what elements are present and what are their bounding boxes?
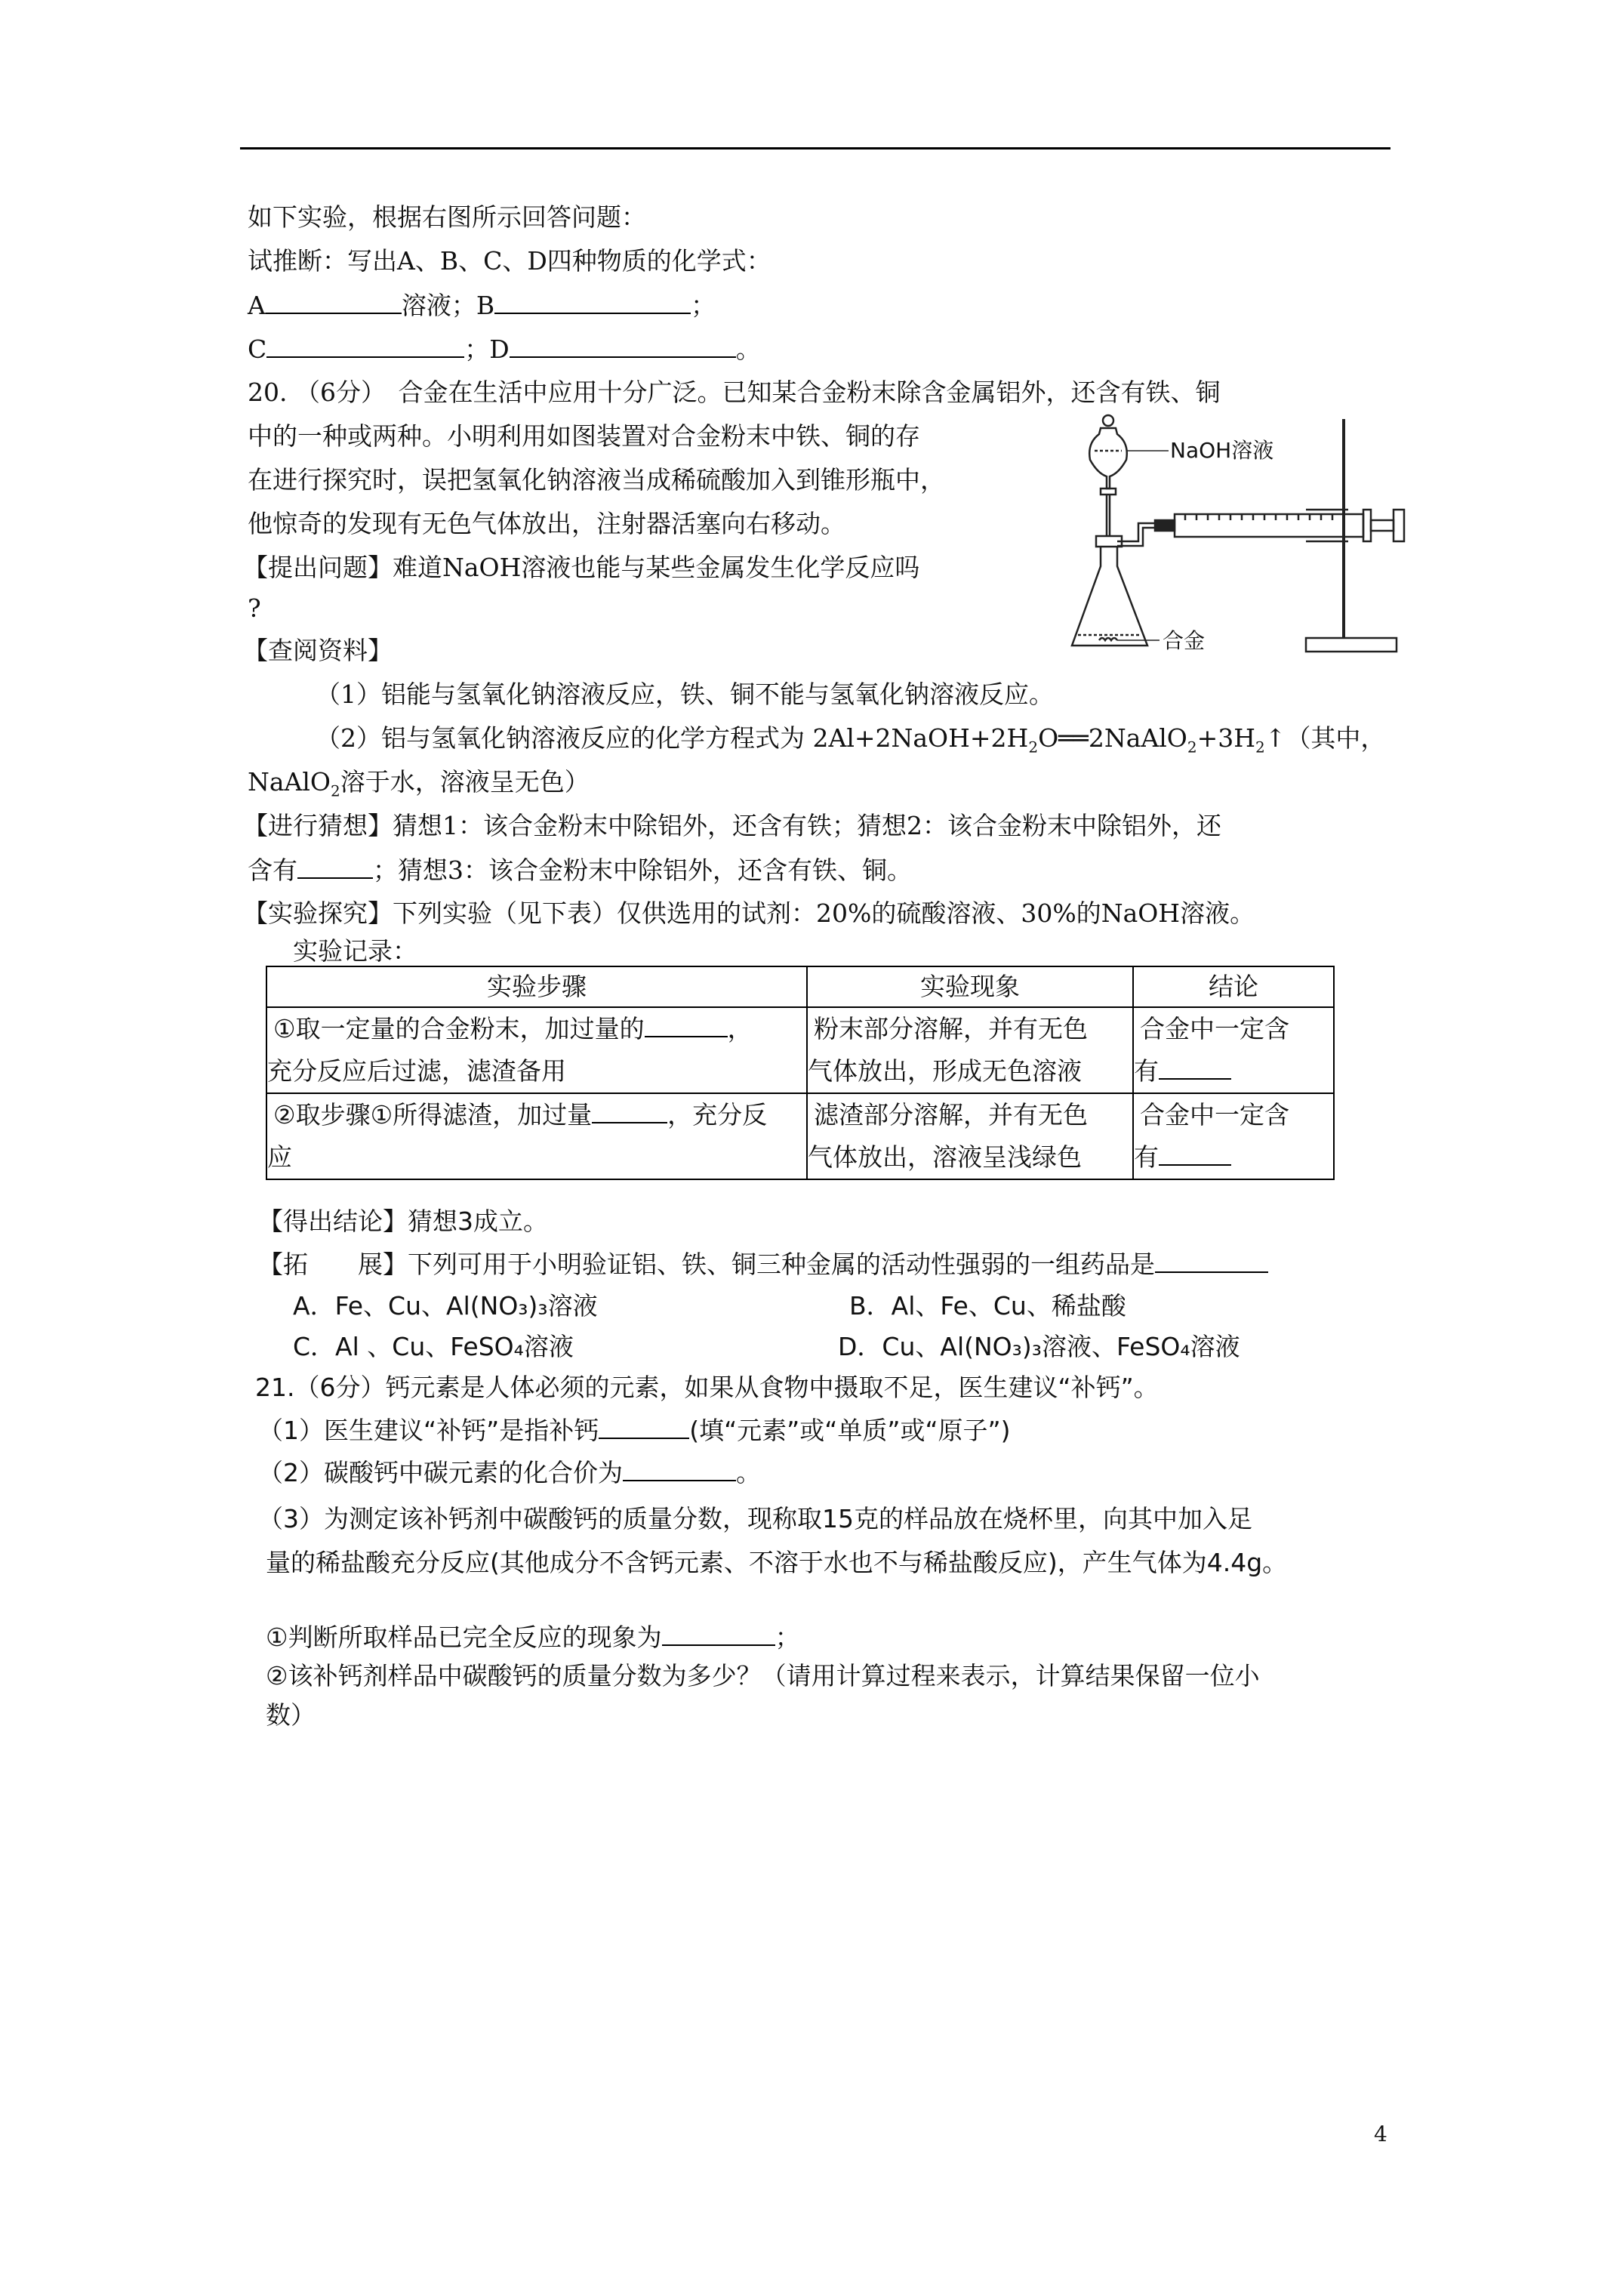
blank-row1-conclusion[interactable] <box>1159 1056 1231 1080</box>
row2-obs-line2: 气体放出，溶液呈浅绿色 <box>808 1142 1082 1172</box>
q21-line-2-post: (填“元素”或“单质”或“原子”) <box>689 1416 1011 1445</box>
q20-line-4: 他惊奇的发现有无色气体放出，注射器活塞向右移动。 <box>248 509 845 538</box>
q20-line-13: 【实验探究】下列实验（见下表）仅供选用的试剂：20%的硫酸溶液、30%的NaOH溶液。 <box>243 898 1255 928</box>
rubber-connector <box>1155 520 1175 531</box>
blank-q21-1[interactable] <box>599 1415 689 1439</box>
row2-step-line2: 应 <box>267 1142 292 1172</box>
plunger-head <box>1394 510 1404 541</box>
row1-step-text: ①取一定量的合金粉末，加过量的 <box>273 1014 645 1043</box>
blank-d[interactable] <box>510 334 736 358</box>
q21-line-2 <box>258 1415 1011 1446</box>
syringe-barrel <box>1175 514 1363 537</box>
row2-con-text: 有 <box>1134 1142 1159 1172</box>
intro-line-1: 如下实验，根据右图所示回答问题： <box>248 202 646 232</box>
label-b-suffix: ； <box>691 291 716 320</box>
q21-line-4: （3）为测定该补钙剂中碳酸钙的质量分数，现称取15克的样品放在烧杯里，向其中加入足 <box>258 1504 1252 1533</box>
q20-line-11: 【进行猜想】猜想1：该合金粉末中除铝外，还含有铁；猜想2：该合金粉末中除铝外，还 <box>243 811 1221 840</box>
intro-answer-ab <box>248 290 716 321</box>
record-title: 实验记录： <box>293 936 417 966</box>
delivery-tube-inner <box>1117 528 1155 546</box>
page-number: 4 <box>1374 2122 1387 2147</box>
q21-line-5: 量的稀盐酸充分反应(其他成分不含钙元素、不溶于水也不与稀盐酸反应)，产生气体为4.4g。 <box>266 1548 1288 1577</box>
blank-extend[interactable] <box>1155 1249 1268 1273</box>
q21-line-2-pre: （1）医生建议“补钙”是指补钙 <box>258 1416 599 1445</box>
row1-con-line2 <box>1134 1050 1333 1093</box>
row1-con-line1: 合金中一定含 <box>1140 1014 1289 1043</box>
row2-conclusion <box>1133 1093 1334 1179</box>
apparatus-figure <box>1057 404 1412 670</box>
blank-q21-2[interactable] <box>623 1457 736 1481</box>
q21-line-6-pre: ①判断所取样品已完全反应的现象为 <box>266 1623 662 1652</box>
conclusion-line: 【得出结论】猜想3成立。 <box>258 1207 548 1236</box>
q20-line-3: 在进行探究时，误把氢氧化钠溶液当成稀硫酸加入到锥形瓶中， <box>248 465 945 495</box>
header-phenomena: 实验现象 <box>807 966 1133 1007</box>
q21-line-8: 数） <box>266 1700 316 1730</box>
q20-equation-line <box>316 723 1386 757</box>
row1-step <box>266 1007 807 1093</box>
stand-base <box>1306 638 1397 652</box>
experiment-table <box>266 966 1335 1180</box>
row1-obs-line2: 气体放出，形成无色溶液 <box>808 1056 1082 1086</box>
label-c-suffix: ；D <box>464 334 510 364</box>
row2-con-line2 <box>1134 1136 1333 1179</box>
equation-sub-2: 2 <box>1187 738 1197 757</box>
row1-step-tail: ， <box>727 1014 753 1043</box>
intro-answer-cd <box>248 334 761 365</box>
blank-row2-conclusion[interactable] <box>1159 1142 1231 1166</box>
q21-line-6-post: ； <box>775 1623 800 1652</box>
extend-text: 【拓 展】下列可用于小明验证铝、铁、铜三种金属的活动性强弱的一组药品是 <box>258 1250 1155 1279</box>
label-a: A <box>248 291 266 320</box>
row2-observation <box>807 1093 1133 1179</box>
row2-obs-line1: 滤渣部分溶解，并有无色 <box>814 1100 1088 1130</box>
alloy-powder <box>1099 638 1117 640</box>
blank-row1-reagent[interactable] <box>645 1013 728 1037</box>
q20-line-7: 【查阅资料】 <box>243 636 393 665</box>
header-steps: 实验步骤 <box>266 966 807 1007</box>
q21-line-3-post: 。 <box>736 1458 761 1487</box>
option-d: D．Cu、Al(NO₃)₃溶液、FeSO₄溶液 <box>838 1332 1240 1361</box>
naoh-solution-label: NaOH溶液 <box>1170 438 1274 463</box>
q20-line-5: 【提出问题】难道NaOH溶液也能与某些金属发生化学反应吗 <box>243 553 920 582</box>
row1-conclusion <box>1133 1007 1334 1093</box>
funnel-stopper <box>1103 415 1113 426</box>
option-a: A．Fe、Cu、Al(NO₃)₃溶液 <box>293 1291 598 1321</box>
option-c: C．Al 、Cu、FeSO₄溶液 <box>293 1332 574 1361</box>
extend-line <box>258 1249 1268 1280</box>
row2-step-tail: ，充分反 <box>667 1100 768 1130</box>
header-rule <box>240 147 1390 149</box>
q20-line-8: （1）铝能与氢氧化钠溶液反应，铁、铜不能与氢氧化钠溶液反应。 <box>316 680 1054 709</box>
blank-c[interactable] <box>266 334 464 358</box>
guess2-pre: 含有 <box>248 855 297 885</box>
equation-part-4: ↑（其中， <box>1264 723 1386 753</box>
q20-line-6: ? <box>248 593 261 623</box>
equation-part-1: （2）铝与氢氧化钠溶液反应的化学方程式为 2Al+2NaOH+2H <box>316 723 1029 753</box>
row1-observation <box>807 1007 1133 1093</box>
q21-line-6 <box>266 1622 800 1653</box>
row1-obs-line1: 粉末部分溶解，并有无色 <box>814 1014 1088 1043</box>
label-c: C <box>248 334 267 364</box>
label-d-suffix: 。 <box>735 334 761 364</box>
naalo2-note: 溶于水，溶液呈无色） <box>340 767 590 797</box>
q21-line-3 <box>258 1457 761 1488</box>
table-row <box>266 1007 1334 1093</box>
guess2-post: ；猜想3：该合金粉末中除铝外，还含有铁、铜。 <box>373 855 912 885</box>
q20-line-1: 20. （6分） 合金在生活中应用十分广泛。已知某合金粉末除含金属铝外，还含有铁、铜 <box>248 378 1221 407</box>
table-row <box>266 1093 1334 1179</box>
equation-part-3: +3H <box>1196 723 1256 753</box>
blank-q21-3[interactable] <box>662 1622 775 1646</box>
row1-con-text: 有 <box>1134 1056 1159 1086</box>
intro-line-2: 试推断：写出A、B、C、D四种物质的化学式： <box>248 246 771 276</box>
q21-line-3-pre: （2）碳酸钙中碳元素的化合价为 <box>258 1458 623 1487</box>
blank-a[interactable] <box>266 290 402 314</box>
conical-flask <box>1072 547 1147 646</box>
syringe-flange <box>1363 510 1371 541</box>
row2-step-text: ②取步骤①所得滤渣，加过量 <box>273 1100 593 1130</box>
q21-line-1: 21.（6分）钙元素是人体必须的元素，如果从食物中摄取不足，医生建议“补钙”。 <box>255 1373 1159 1402</box>
equation-sub-3: 2 <box>1255 738 1265 757</box>
blank-row2-reagent[interactable] <box>592 1099 667 1123</box>
naalo2-sub: 2 <box>331 781 340 800</box>
equation-sub-1: 2 <box>1028 738 1039 757</box>
delivery-tube <box>1117 523 1155 541</box>
q20-line-10 <box>248 767 590 800</box>
header-conclusion: 结论 <box>1133 966 1334 1007</box>
naalo2-text: NaAlO <box>248 767 331 797</box>
row2-step <box>266 1093 807 1179</box>
blank-b[interactable] <box>494 290 691 314</box>
plunger-rod <box>1371 520 1394 531</box>
row2-con-line1: 合金中一定含 <box>1140 1100 1289 1130</box>
alloy-label: 合金 <box>1163 628 1206 653</box>
q21-line-7: ②该补钙剂样品中碳酸钙的质量分数为多少？（请用计算过程来表示，计算结果保留一位小 <box>266 1661 1260 1690</box>
row1-step-line2: 充分反应后过滤，滤渣备用 <box>267 1056 566 1086</box>
blank-guess2[interactable] <box>297 855 373 879</box>
funnel-stopcock <box>1101 488 1116 495</box>
option-b: B．Al、Fe、Cu、稀盐酸 <box>849 1291 1126 1321</box>
q20-line-12 <box>248 855 912 886</box>
q20-line-2: 中的一种或两种。小明利用如图装置对合金粉末中铁、铜的存 <box>248 421 920 451</box>
label-a-suffix: 溶液；B <box>401 291 495 320</box>
funnel-bulb <box>1089 428 1127 488</box>
equation-part-2: O══2NaAlO <box>1038 723 1187 753</box>
table-header-row <box>266 966 1334 1007</box>
